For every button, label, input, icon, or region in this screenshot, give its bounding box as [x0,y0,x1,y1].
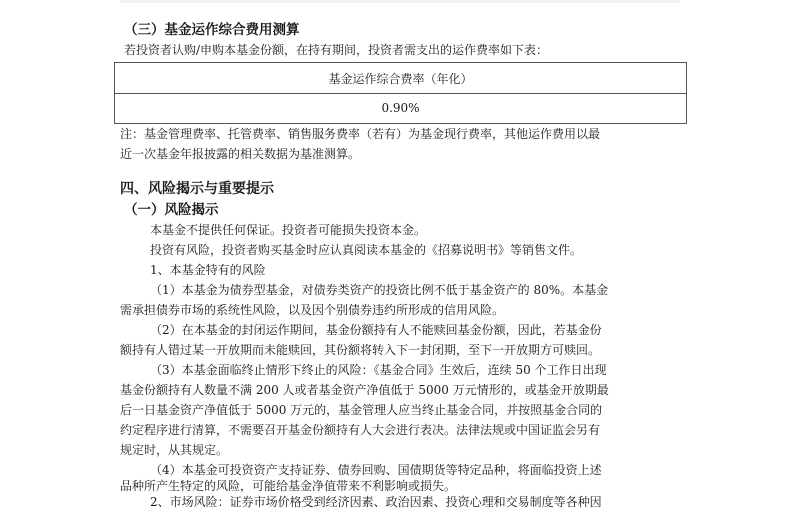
body-line: 额持有人错过某一开放期而未能赎回，其份额将转入下一封闭期，至下一开放期方可赎回。 [120,343,601,357]
fee-table [114,62,687,124]
body-line: （2）在本基金的封闭运作期间，基金份额持有人不能赎回基金份额，因此，若基金份 [150,323,602,337]
section3-heading: （三）基金运作综合费用测算 [124,22,300,38]
body-line: 本基金不提供任何保证。投资者可能损失投资本金。 [150,223,427,237]
fee-table-header: 基金运作综合费率（年化） [115,63,686,94]
body-line: 规定时，从其规定。 [120,443,229,457]
body-line: （1）本基金为债券型基金，对债券类资产的投资比例不低于基金资产的 80%。本基金 [150,283,609,297]
body-line: 约定程序进行清算，不需要召开基金份额持有人大会进行表决。法律法规或中国证监会另有 [120,423,601,437]
note-line-1: 注：基金管理费率、托管费率、销售服务费率（若有）为基金现行费率，其他运作费用以最 [120,127,601,141]
body-line: 基金份额持有人数量不满 200 人或者基金资产净值低于 5000 万元情形的，或基金开放期最 [120,383,609,397]
fee-table-value: 0.90% [381,101,420,115]
body-line: （4）本基金可投资资产支持证券、债券回购、国债期货等特定品种，将面临投资上述 [150,463,602,477]
body-line: 投资有风险，投资者购买基金时应认真阅读本基金的《招募说明书》等销售文件。 [150,243,583,257]
risk-subheading: （一）风险揭示 [124,202,219,218]
body-line: 品种所产生特定的风险，可能给基金净值带来不利影响或损失。 [120,479,457,493]
body-line: 1、本基金特有的风险 [150,263,266,277]
section4-heading: 四、风险揭示与重要提示 [120,181,274,197]
top-edge-strip [120,0,680,3]
body-line: 2、市场风险：证券市场价格受到经济因素、政治因素、投资心理和交易制度等各种因 [150,495,602,509]
section3-intro: 若投资者认购/申购本基金份额，在持有期间，投资者需支出的运作费率如下表： [124,43,549,57]
note-line-2: 近一次基金年报披露的相关数据为基准测算。 [120,147,361,161]
body-line: （3）本基金面临终止情形下终止的风险：《基金合同》生效后，连续 50 个工作日出现 [150,363,607,377]
body-line: 需承担债券市场的系统性风险，以及因个别债券违约所形成的信用风险。 [120,303,505,317]
body-line: 后一日基金资产净值低于 5000 万元的，基金管理人应当终止基金合同，并按照基金合同的 [120,403,603,417]
